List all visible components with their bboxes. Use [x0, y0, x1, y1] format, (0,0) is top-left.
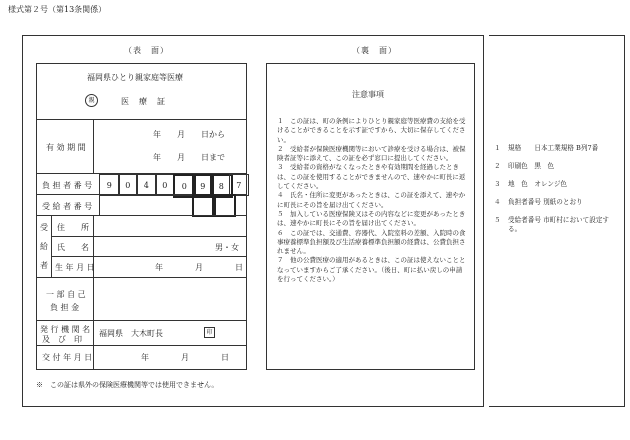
spec-number: １: [494, 144, 501, 152]
note-item: ４ 氏名・住所に変更があったときは、この証を添えて、速やかに町長にその旨を届け出てください。: [277, 191, 466, 209]
issuer-label-1: 発 行 機 関 名: [40, 325, 91, 334]
note-item: ３ 受給者の資格がなくなったときや有効期間を経過したときは、この証を使用することができませんので、速やかに町長に返してください。: [277, 163, 466, 191]
payer-digit: 9: [106, 181, 112, 190]
spec-text: 印刷色 黒 色: [508, 162, 555, 170]
payer-digit-cell: [229, 174, 250, 196]
note-item: ７ 他の公費医療の適用があるときは、この証は使えないこととなっていますからご了承ください。（後日、町に払い戻しの申請を行ってください。）: [277, 256, 466, 284]
payer-digit: 4: [143, 181, 149, 190]
payer-digit-cell: [99, 174, 120, 196]
payer-digit-cell: [118, 174, 139, 196]
payer-digit: 0: [181, 182, 187, 191]
gender-value: 男・女: [215, 243, 239, 252]
spec-text: 負担者番号 別紙のとおり: [508, 198, 583, 206]
payer-digit: 7: [236, 181, 242, 190]
issuer-label-2: 及 び 印: [42, 335, 82, 344]
note-item: ２ 受給者が保険医療機関等において診療を受ける場合は、被保険者証等に添えて、この証を必ず窓口に提出してください。: [277, 144, 466, 163]
valid-from: 年 月 日から: [153, 130, 225, 139]
spec-item: [494, 198, 622, 207]
notes-title: 注意事項: [352, 90, 384, 99]
spec-item: [494, 144, 622, 153]
payer-digit: 8: [218, 182, 224, 191]
spec-text: 地 色 オレンジ色: [508, 180, 568, 188]
payer-digit: 0: [125, 181, 131, 190]
payer-digit-cell: [155, 174, 176, 196]
payer-digit: 9: [200, 182, 206, 191]
issue-date-value: 年 月 日: [141, 353, 229, 362]
card-subtitle: 医 療 証: [121, 97, 166, 106]
valid-period-label: 有 効 期 間: [46, 143, 86, 152]
payer-digit: 0: [162, 181, 168, 190]
name-label: 氏 名: [57, 243, 89, 252]
copay-label-1: 一 部 自 己: [46, 290, 86, 299]
card-title: 福岡県ひとり親家庭等医療: [87, 73, 183, 82]
valid-to: 年 月 日まで: [153, 153, 225, 162]
spec-number: ４: [494, 198, 501, 206]
medical-certificate-back: [266, 63, 475, 370]
birth-date-value: 年 月 日: [155, 263, 243, 272]
specs-list: [494, 144, 622, 243]
spec-number: ３: [494, 180, 501, 188]
payer-number-label: 負 担 者 番 号: [42, 181, 93, 190]
spec-text: 規格 日本工業規格 B列7番: [508, 144, 599, 152]
form-number: 様式第２号（第13条関係）: [8, 5, 107, 14]
front-heading: （表 面）: [124, 46, 169, 55]
recipient-side-label-3: 者: [40, 261, 48, 270]
official-seal: 印: [204, 327, 215, 338]
recipient-side-label-2: 給: [40, 242, 48, 251]
back-heading: （裏 面）: [352, 46, 397, 55]
recipient-number-label: 受 給 者 番 号: [42, 202, 93, 211]
recipient-side-label-1: 受: [40, 223, 48, 232]
note-item: ５ 加入している医療保険又はその内容などに変更があったときは、速やかに町長にその旨を届け出てください。: [277, 209, 466, 228]
medical-certificate-front: [36, 63, 247, 370]
note-item: ６ この証では、交通費、容器代、入院室料の差額、入院時の食事療養標準負担額及び生活療養標準負担額の経費は、公費負担されません。: [277, 228, 466, 256]
spec-number: ２: [494, 162, 501, 170]
birth-date-label: 生 年 月 日: [55, 263, 95, 272]
notes-list: [277, 117, 467, 284]
note-item: １ この証は、町の条例によりひとり親家庭等医療費の支給を受けることができることを示す証ですから、大切に保存してください。: [277, 117, 466, 144]
footnote: ※ この証は県外の保険医療機関等では使用できません。: [36, 381, 219, 389]
address-label: 住 所: [57, 223, 89, 232]
spec-number: ５: [494, 216, 501, 224]
spec-item: [494, 180, 622, 189]
issue-date-label: 交 付 年 月 日: [42, 353, 93, 362]
spec-item: [494, 162, 622, 171]
hitorioya-mark: 親: [85, 94, 98, 107]
payer-digit-cell: [136, 174, 157, 196]
issuer-value: 福岡県 大木町長: [99, 329, 163, 338]
spec-item: [494, 216, 622, 234]
spec-text: 受給者番号 市町村において設定する。: [508, 216, 610, 233]
copay-label-2: 負 担 金: [50, 303, 80, 312]
